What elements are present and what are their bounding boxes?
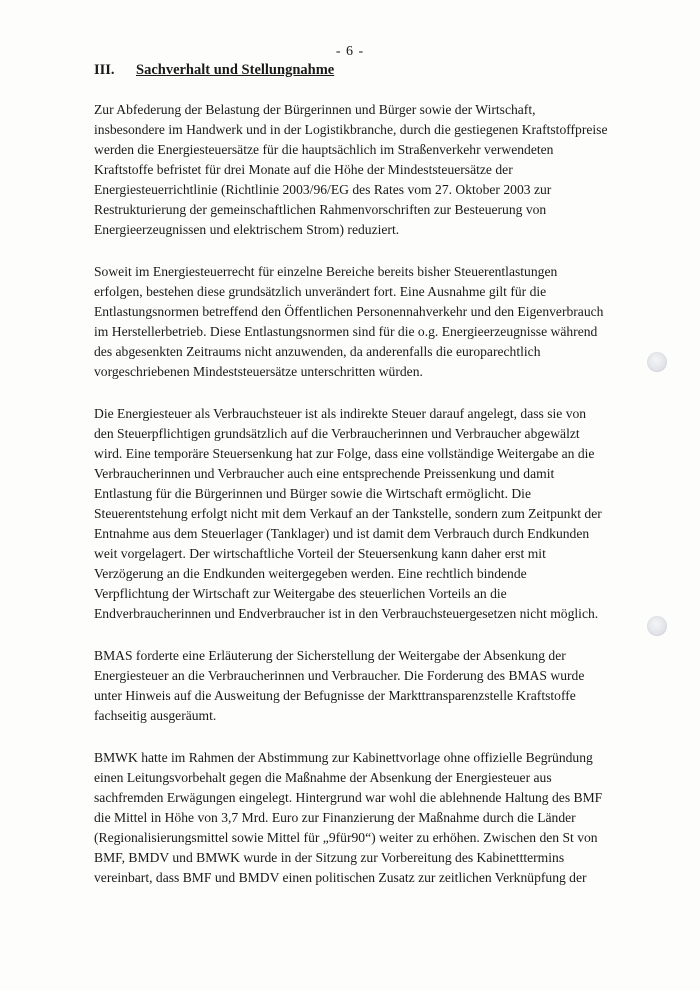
text-line: erfolgen, bestehen diese grundsätzlich unverändert fort. Eine Ausnahme gilt für die — [94, 284, 547, 299]
text-line: Energieerzeugnissen und elektrischem Strom) reduziert. — [94, 222, 400, 237]
text-line: insbesondere im Handwerk und in der Logistikbranche, durch die gestiegenen Kraftstoffpreise — [94, 122, 608, 137]
paragraph-4 — [94, 646, 624, 726]
text-line: Restrukturierung der gemeinschaftlichen Rahmenvorschriften zur Besteuerung von — [94, 202, 547, 217]
text-line: den Steuerpflichtigen grundsätzlich auf die Verbraucherinnen und Verbraucher abgewälzt — [94, 426, 580, 441]
text-line: vereinbart, dass BMF und BMDV einen politischen Zusatz zur zeitlichen Verknüpfung der — [94, 870, 587, 885]
text-line: Energiesteuer an die Verbraucherinnen und Verbraucher. Die Forderung des BMAS wurde — [94, 668, 585, 683]
text-line: sachfremden Erwägungen eingelegt. Hintergrund war wohl die ablehnende Haltung des BMF — [94, 790, 603, 805]
text-line: weit vorgelagert. Der wirtschaftliche Vorteil der Steuersenkung kann daher erst mit — [94, 546, 546, 561]
punch-hole — [647, 352, 667, 372]
text-line: (Regionalisierungsmittel sowie Mittel für „9für90“) weiter zu erhöhen. Zwischen den St von — [94, 830, 598, 845]
punch-hole — [647, 616, 667, 636]
text-line: die Mittel in Höhe von 3,7 Mrd. Euro zur Finanzierung der Maßnahme durch die Länder — [94, 810, 576, 825]
text-line: Energiesteuerrichtlinie (Richtlinie 2003/96/EG des Rates vom 27. Oktober 2003 zur — [94, 182, 552, 197]
text-line: vorgeschriebenen Mindeststeuersätze unterschritten würden. — [94, 364, 423, 379]
text-line: einen Leitungsvorbehalt gegen die Maßnahme der Absenkung der Energiesteuer aus — [94, 770, 552, 785]
paragraph-1 — [94, 100, 624, 240]
paragraph-3 — [94, 404, 624, 624]
text-line: Zur Abfederung der Belastung der Bürgerinnen und Bürger sowie der Wirtschaft, — [94, 102, 536, 117]
text-line: BMF, BMDV und BMWK wurde in der Sitzung zur Vorbereitung des Kabinetttermins — [94, 850, 565, 865]
text-line: Verpflichtung der Wirtschaft zur Weitergabe des steuerlichen Vorteils an die — [94, 586, 507, 601]
text-line: BMWK hatte im Rahmen der Abstimmung zur Kabinettvorlage ohne offizielle Begründung — [94, 750, 593, 765]
text-line: Soweit im Energiesteuerrecht für einzelne Bereiche bereits bisher Steuerentlastungen — [94, 264, 558, 279]
text-line: des abgesenkten Zeitraums nicht anzuwenden, da anderenfalls die europarechtlich — [94, 344, 541, 359]
text-line: Entlastungsnormen betreffend den Öffentlichen Personennahverkehr und den Eigenverbrauch — [94, 304, 604, 319]
text-line: Verzögerung an die Endkunden weitergegeben werden. Eine rechtlich bindende — [94, 566, 527, 581]
document-body — [94, 100, 624, 910]
paragraph-2 — [94, 262, 624, 382]
section-title: Sachverhalt und Stellungnahme — [136, 62, 335, 78]
text-line: Entlastung für die Bürgerinnen und Bürger sowie die Wirtschaft ermöglicht. Die — [94, 486, 531, 501]
text-line: Verbraucherinnen und Verbraucher auch eine entsprechende Preissenkung und damit — [94, 466, 555, 481]
text-line: Steuerentstehung erfolgt nicht mit dem Verkauf an der Tankstelle, sondern zum Zeitpunkt der — [94, 506, 602, 521]
section-number: III. — [94, 62, 115, 78]
text-line: fachseitig ausgeräumt. — [94, 708, 217, 723]
text-line: BMAS forderte eine Erläuterung der Sicherstellung der Weitergabe der Absenkung der — [94, 648, 566, 663]
text-line: wird. Eine temporäre Steuersenkung hat zur Folge, dass eine vollständige Weitergabe an die — [94, 446, 595, 461]
text-line: Endverbraucherinnen und Endverbraucher ist in den Verbrauchsteuergesetzen nicht möglich. — [94, 606, 599, 621]
text-line: Entnahme aus dem Steuerlager (Tanklager) und ist damit dem Verbrauch durch Endkunden — [94, 526, 590, 541]
section-heading — [94, 62, 334, 79]
text-line: Kraftstoffe befristet für drei Monate auf die Höhe der Mindeststeuersätze der — [94, 162, 513, 177]
text-line: werden die Energiesteuersätze für die hauptsächlich im Straßenverkehr verwendeten — [94, 142, 554, 157]
paragraph-5 — [94, 748, 624, 888]
text-line: im Herstellerbetrieb. Diese Entlastungsnormen sind für die o.g. Energieerzeugnisse während — [94, 324, 598, 339]
page-number: - 6 - — [335, 44, 365, 59]
text-line: unter Hinweis auf die Ausweitung der Befugnisse der Markttransparenzstelle Kraftstoffe — [94, 688, 576, 703]
text-line: Die Energiesteuer als Verbrauchsteuer ist als indirekte Steuer darauf angelegt, dass sie von — [94, 406, 587, 421]
